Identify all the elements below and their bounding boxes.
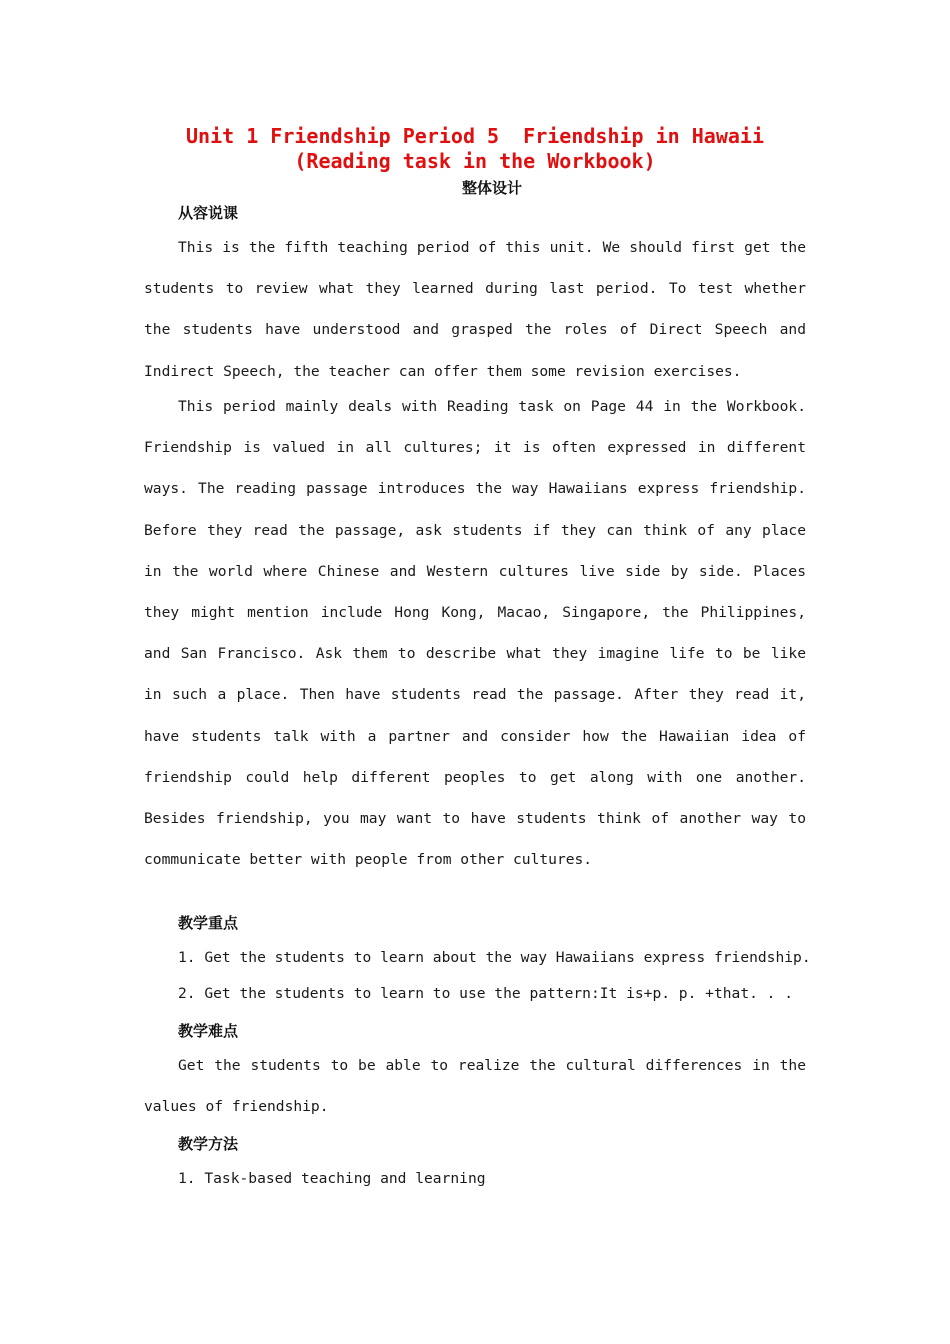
subtitle: 整体设计 — [461, 179, 522, 197]
title-line-2: (Reading task in the Workbook) — [294, 149, 656, 173]
difficult-points-paragraph: Get the students to be able to realize the cultural differences in the values of friendship. — [144, 1057, 806, 1116]
key-point-item: 1. Get the students to learn about the way Hawaiians express friendship. — [178, 949, 811, 966]
key-point-item: 2. Get the students to learn to use the pattern:It is+p. p. +that. . . — [178, 985, 794, 1002]
section-heading-key-points: 教学重点 — [178, 914, 239, 932]
intro-paragraph-2: This period mainly deals with Reading task on Page 44 in the Workbook. Friendship is valued in all cultures; it is often expressed in different ways. The reading passage introduces the way Hawaiians express friendship. Before they read the passage, ask students if they can think of any place in the world where Chinese and Western cultures live side by side. Places they might mention include Hong Kong, Macao, Singapore, the Philippines, and San Francisco. Ask them to describe what they imagine life to be like in such a place. Then have students read the passage. After they read it, have students talk with a partner and consider how the Hawaiian idea of friendship could help different peoples to get along with one another. Besides friendship, you may want to have students think of another way to communicate better with people from other cultures. — [144, 398, 806, 869]
intro-paragraph-1: This is the fifth teaching period of this unit. We should first get the students to review what they learned during last period. To test whether the students have understood and grasped the roles of Direct Speech and Indirect Speech, the teacher can offer them some revision exercises. — [144, 239, 806, 380]
title-line-1: Unit 1 Friendship Period 5 Friendship in Hawaii — [186, 124, 764, 148]
section-heading-intro: 从容说课 — [178, 204, 239, 222]
method-item: 1. Task-based teaching and learning — [178, 1170, 486, 1187]
section-heading-difficult-points: 教学难点 — [178, 1022, 239, 1040]
section-heading-methods: 教学方法 — [178, 1135, 239, 1153]
